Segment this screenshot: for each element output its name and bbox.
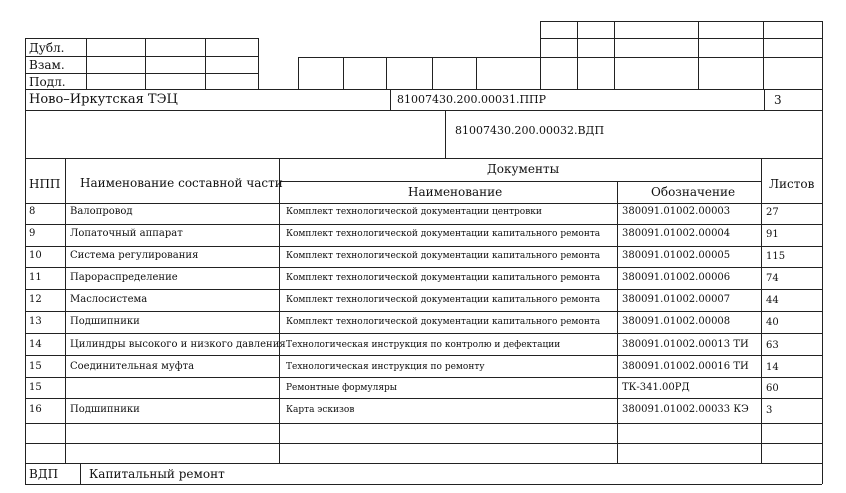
rule <box>25 89 822 90</box>
document-code: 81007430.200.00031.ППР <box>397 93 547 106</box>
row-doc-code: 380091.01002.00004 <box>622 228 731 239</box>
rule <box>445 110 446 158</box>
rule <box>258 38 259 89</box>
row-sheets: 3 <box>766 405 773 416</box>
row-doc-code: ТК-341.00РД <box>622 382 690 393</box>
row-npp: 8 <box>29 206 36 217</box>
rule <box>540 38 822 39</box>
rule <box>80 463 81 484</box>
rule <box>25 89 26 110</box>
rule <box>577 21 578 89</box>
row-npp: 15 <box>29 382 42 393</box>
row-sheets: 27 <box>766 207 779 218</box>
rule <box>279 181 761 182</box>
rule <box>761 158 762 463</box>
row-npp: 14 <box>29 339 42 350</box>
rule <box>25 443 822 444</box>
row-sheets: 63 <box>766 340 779 351</box>
rule <box>25 110 26 158</box>
column-header-npp: НПП <box>29 177 61 191</box>
row-part-name: Валопровод <box>70 206 133 217</box>
footer-title: Капитальный ремонт <box>89 467 225 481</box>
rule <box>25 463 26 484</box>
rule <box>25 463 822 464</box>
rule <box>25 423 822 424</box>
rule <box>614 21 615 89</box>
rule <box>25 110 822 111</box>
rule <box>822 21 823 89</box>
row-doc-name: Технологическая инструкция по ремонту <box>286 362 485 372</box>
row-npp: 12 <box>29 294 42 305</box>
rule <box>25 38 259 39</box>
row-sheets: 40 <box>766 317 779 328</box>
row-part-name: Система регулирования <box>70 250 199 261</box>
row-doc-code: 380091.01002.00005 <box>622 250 731 261</box>
stamp-dubl-label: Дубл. <box>29 41 65 55</box>
rule <box>25 56 259 57</box>
rule <box>25 311 822 312</box>
row-npp: 13 <box>29 316 42 327</box>
rule <box>25 484 822 485</box>
rule <box>25 73 259 74</box>
rule <box>476 57 477 89</box>
rule <box>822 158 823 463</box>
rule <box>617 181 618 463</box>
stamp-podl-label: Подл. <box>29 75 66 89</box>
row-doc-name: Комплект технологической документации капитального ремонта <box>286 317 601 327</box>
row-npp: 15 <box>29 361 42 372</box>
row-sheets: 74 <box>766 273 779 284</box>
row-part-name: Подшипники <box>70 404 140 415</box>
rule <box>822 463 823 484</box>
row-npp: 10 <box>29 250 42 261</box>
rule <box>763 21 764 89</box>
row-sheets: 60 <box>766 383 779 394</box>
stamp-vzam-label: Взам. <box>29 58 65 72</box>
row-part-name: Лопаточный аппарат <box>70 228 183 239</box>
row-sheets: 44 <box>766 295 779 306</box>
row-doc-code: 380091.01002.00013 ТИ <box>622 339 749 350</box>
row-doc-name: Комплект технологической документации капитального ремонта <box>286 273 601 283</box>
row-doc-code: 380091.01002.00033 КЭ <box>622 404 749 415</box>
rule <box>25 38 26 89</box>
row-sheets: 14 <box>766 362 779 373</box>
rule <box>25 203 822 204</box>
row-doc-code: 380091.01002.00007 <box>622 294 731 305</box>
row-part-name: Цилиндры высокого и низкого давления <box>70 339 286 350</box>
rule <box>25 333 822 334</box>
row-sheets: 91 <box>766 229 779 240</box>
row-npp: 16 <box>29 404 42 415</box>
rule <box>25 355 822 356</box>
row-doc-name: Комплект технологической документации центровки <box>286 207 542 217</box>
rule <box>822 110 823 158</box>
rule <box>540 21 541 89</box>
row-doc-name: Технологическая инструкция по контролю и дефектации <box>286 340 561 350</box>
rule <box>25 398 822 399</box>
row-doc-name: Комплект технологической документации капитального ремонта <box>286 295 601 305</box>
rule <box>25 267 822 268</box>
column-header-part-name: Наименование составной части <box>80 176 283 190</box>
rule <box>25 224 822 225</box>
row-sheets: 115 <box>766 251 786 262</box>
footer-code: ВДП <box>29 467 59 481</box>
row-doc-name: Ремонтные формуляры <box>286 383 397 393</box>
rule <box>65 158 66 463</box>
rule <box>698 21 699 89</box>
sheet-number: 3 <box>774 93 782 107</box>
column-header-sheets: Листов <box>769 177 815 191</box>
rule <box>298 57 822 58</box>
plant-name: Ново–Иркутская ТЭЦ <box>29 92 178 107</box>
rule <box>432 57 433 89</box>
rule <box>25 289 822 290</box>
row-part-name: Парораспределение <box>70 272 178 283</box>
sub-document-code: 81007430.200.00032.ВДП <box>455 124 605 137</box>
rule <box>25 377 822 378</box>
column-header-doc-code: Обозначение <box>651 185 736 199</box>
row-doc-name: Карта эскизов <box>286 405 355 415</box>
rule <box>279 158 280 463</box>
row-npp: 9 <box>29 228 36 239</box>
row-npp: 11 <box>29 272 42 283</box>
rule <box>298 57 299 89</box>
row-part-name: Маслосистема <box>70 294 148 305</box>
rule <box>25 158 26 463</box>
rule <box>390 89 391 110</box>
row-doc-code: 380091.01002.00003 <box>622 206 731 217</box>
row-doc-name: Комплект технологической документации капитального ремонта <box>286 251 601 261</box>
rule <box>25 158 822 159</box>
row-doc-code: 380091.01002.00006 <box>622 272 731 283</box>
column-header-doc-name: Наименование <box>408 185 503 199</box>
row-doc-code: 380091.01002.00008 <box>622 316 731 327</box>
rule <box>25 246 822 247</box>
rule <box>764 89 765 110</box>
rule <box>205 38 206 89</box>
row-part-name: Подшипники <box>70 316 140 327</box>
rule <box>343 57 344 89</box>
column-header-documents: Документы <box>487 162 560 176</box>
rule <box>822 89 823 110</box>
row-doc-name: Комплект технологической документации капитального ремонта <box>286 229 601 239</box>
rule <box>540 21 822 22</box>
rule <box>145 38 146 89</box>
rule <box>386 57 387 89</box>
row-part-name: Соединительная муфта <box>70 361 195 372</box>
row-doc-code: 380091.01002.00016 ТИ <box>622 361 749 372</box>
rule <box>86 38 87 89</box>
